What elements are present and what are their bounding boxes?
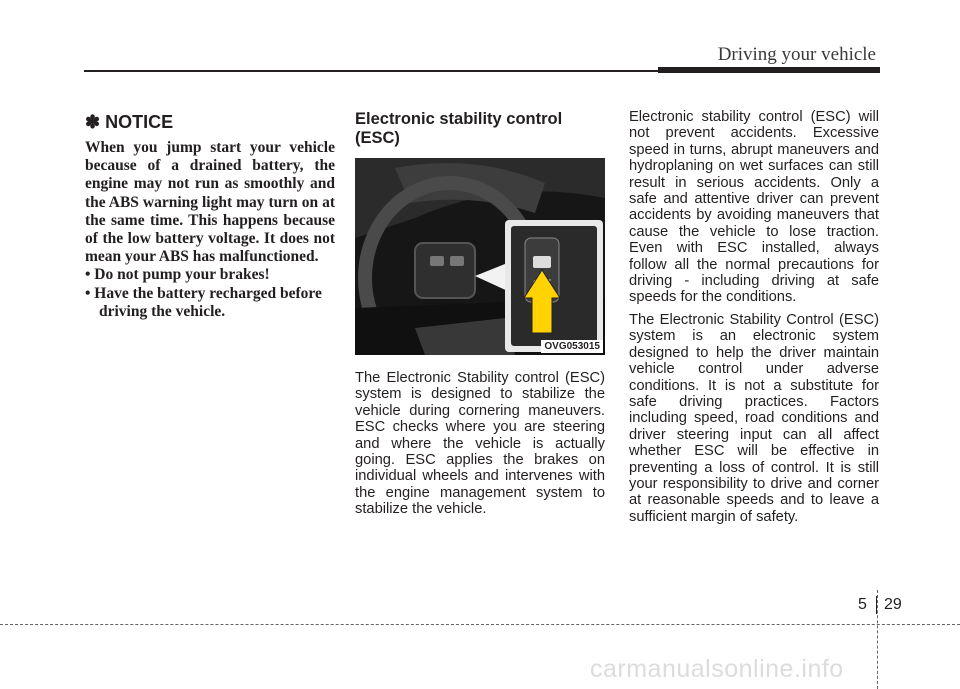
esc-column bbox=[355, 110, 605, 518]
header-title: Driving your vehicle bbox=[717, 44, 876, 65]
warning-column bbox=[629, 109, 879, 525]
notice-bullet: • Have the battery recharged before driving the vehicle. bbox=[85, 284, 322, 320]
esc-title: Electronic stability control (ESC) bbox=[355, 110, 563, 147]
watermark: carmanualsonline.info bbox=[590, 655, 844, 683]
dashboard-illustration bbox=[355, 158, 605, 355]
warning-paragraph-1: Electronic stability control (ESC) will not prevent accidents. Excessive speed in turns, abrupt maneuvers and hydroplaning on wet surfaces can still result in serious accidents. Only a safe and attentive driver can prevent accidents by avoiding maneuvers that cause the vehicle to lose traction. Even with ESC installed, always follow all the normal precautions for driving - including driving at safe speeds for the conditions. bbox=[629, 109, 879, 306]
header-rule bbox=[84, 70, 658, 72]
header-rule-accent bbox=[658, 67, 880, 73]
notice-column bbox=[85, 112, 335, 321]
notice-bullet: • Do not pump your brakes! bbox=[85, 266, 270, 284]
esc-switch-photo bbox=[355, 158, 605, 355]
page-number-divider bbox=[876, 596, 877, 614]
esc-intro: The Electronic Stability control (ESC) system is designed to stabilize the vehicle during cornering maneuvers. ESC checks where you are steering and where the vehicle is actually going. ESC applies the brakes on individual wheels and intervenes with the engine management system to stabilize the vehicle. bbox=[355, 370, 605, 518]
notice-heading: ✽ NOTICE bbox=[85, 112, 174, 132]
image-code: OVG053015 bbox=[541, 340, 603, 353]
notice-body: When you jump start your vehicle because of a drained battery, the engine may not run as smoothly and the ABS warning light may turn on at the same time. This happens because of the low battery voltage. It does not mean your ABS has malfunctioned. bbox=[85, 139, 335, 266]
footer-vertical-rule bbox=[877, 590, 878, 689]
warning-paragraph-2: The Electronic Stability Control (ESC) system is an electronic system designed to help the driver maintain vehicle control under adverse conditions. It is not a substitute for safe driving practices. Factors including speed, road conditions and driver steering input can all affect whether ESC will be effective in preventing a loss of control. It is still your responsibility to drive and corner at reasonable speeds and to leave a sufficient margin of safety. bbox=[629, 311, 879, 525]
page-number: 29 bbox=[884, 596, 902, 613]
chapter-number: 5 bbox=[858, 596, 867, 613]
footer-rule bbox=[0, 624, 960, 625]
notice-bullets bbox=[85, 266, 335, 321]
